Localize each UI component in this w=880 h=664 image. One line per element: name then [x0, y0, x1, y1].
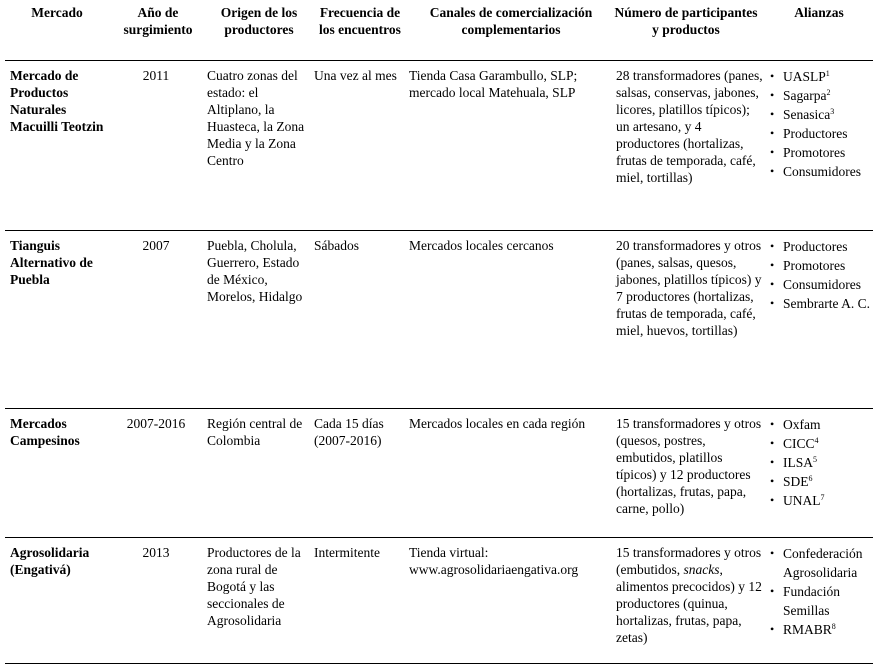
alianza-item: • RMABR$^8$ [768, 620, 873, 639]
mercado-name: Agrosolidaria (Engativá) [10, 545, 90, 577]
alianza-item: • Productores [768, 237, 873, 256]
header-alianzas: Alianzas [794, 5, 844, 20]
table-row [5, 60, 873, 230]
alianza-item: • CICC$^4$ [768, 434, 873, 453]
participantes-value: 15 transformadores y otros (quesos, postres, embutidos, platillos típicos) y 12 productores (hortalizas, frutas, papa, carne, pollo) [616, 416, 762, 516]
canales-value: Mercados locales en cada región [409, 416, 586, 431]
mercado-name: Mercado de Productos Naturales Macuilli Teotzin [10, 68, 104, 134]
table-row [5, 230, 873, 408]
table-header-row [5, 0, 873, 60]
alianzas-list [768, 237, 873, 313]
alianza-item: • ILSA$^5$ [768, 453, 873, 472]
alianza-item: • Promotores [768, 256, 873, 275]
frecuencia-value: Intermitente [314, 545, 380, 560]
origen-value: Región central de Colombia [207, 416, 303, 448]
header-canales: Canales de comercialización complementarios [429, 5, 593, 37]
origen-value: Productores de la zona rural de Bogotá y las seccionales de Agrosolidaria [207, 545, 301, 628]
alianza-item: • SDE$^6$ [768, 472, 873, 491]
alianzas-list [768, 67, 873, 181]
anio-value: 2011 [142, 68, 170, 83]
canales-value: Mercados locales cercanos [409, 238, 554, 253]
alianza-item: • Productores [768, 124, 873, 143]
anio-value: 2007-2016 [126, 416, 186, 431]
origen-value: Cuatro zonas del estado: el Altiplano, la Huasteca, la Zona Media y la Zona Centro [207, 68, 305, 168]
alianzas-list [768, 415, 873, 510]
anio-value: 2007 [142, 238, 170, 253]
participantes-value: 28 transformadores (panes, salsas, conservas, jabones, licores, platillos típicos); un artesano, y 4 productores (hortalizas, frutas de temporada, café, miel, tortillas) [616, 68, 763, 185]
frecuencia-value: Una vez al mes [314, 68, 397, 83]
header-origen: Origen de los productores [220, 5, 298, 37]
participantes-value: 15 transformadores y otros (embutidos, snacks, alimentos precocidos) y 12 productores (quinua, hortalizas, frutas, papa, zetas) [616, 545, 762, 645]
alianza-item: • Senasica$^3$ [768, 105, 873, 124]
canales-value: Tienda virtual: www.agrosolidariaengativa.org [409, 545, 579, 577]
participantes-value: 20 transformadores y otros (panes, salsas, quesos, jabones, platillos típicos) y 7 productores (hortalizas, frutas de temporada, café, miel, huevos, tortillas) [616, 238, 762, 338]
header-participantes: Número de participantes y productos [614, 5, 758, 37]
alianza-item: • Consumidores [768, 162, 873, 181]
origen-value: Puebla, Cholula, Guerrero, Estado de México, Morelos, Hidalgo [207, 238, 303, 304]
table-row [5, 537, 873, 664]
frecuencia-value: Cada 15 días (2007-2016) [314, 416, 384, 448]
table-row [5, 408, 873, 537]
alianza-item: • Consumidores [768, 275, 873, 294]
frecuencia-value: Sábados [314, 238, 359, 253]
mercado-name: Tianguis Alternativo de Puebla [10, 238, 93, 287]
anio-value: 2013 [142, 545, 170, 560]
alianzas-list [768, 544, 873, 639]
header-frecuencia: Frecuencia de los encuentros [319, 5, 401, 37]
header-mercado: Mercado [31, 5, 83, 20]
alianza-item: • Sembrarte A. C. [768, 294, 873, 313]
market-comparison-table [5, 0, 873, 664]
alianza-item: • Fundación Semillas [768, 582, 873, 620]
header-anio: Año de surgimiento [123, 5, 193, 37]
alianza-item: • Oxfam [768, 415, 873, 434]
alianza-item: • UNAL$^7$ [768, 491, 873, 510]
mercado-name: Mercados Campesinos [10, 416, 80, 448]
alianza-item: • Confederación Agrosolidaria [768, 544, 873, 582]
alianza-item: • Promotores [768, 143, 873, 162]
alianza-item: • UASLP$^1$ [768, 67, 873, 86]
alianza-item: • Sagarpa$^2$ [768, 86, 873, 105]
canales-value: Tienda Casa Garambullo, SLP; mercado local Matehuala, SLP [409, 68, 578, 100]
